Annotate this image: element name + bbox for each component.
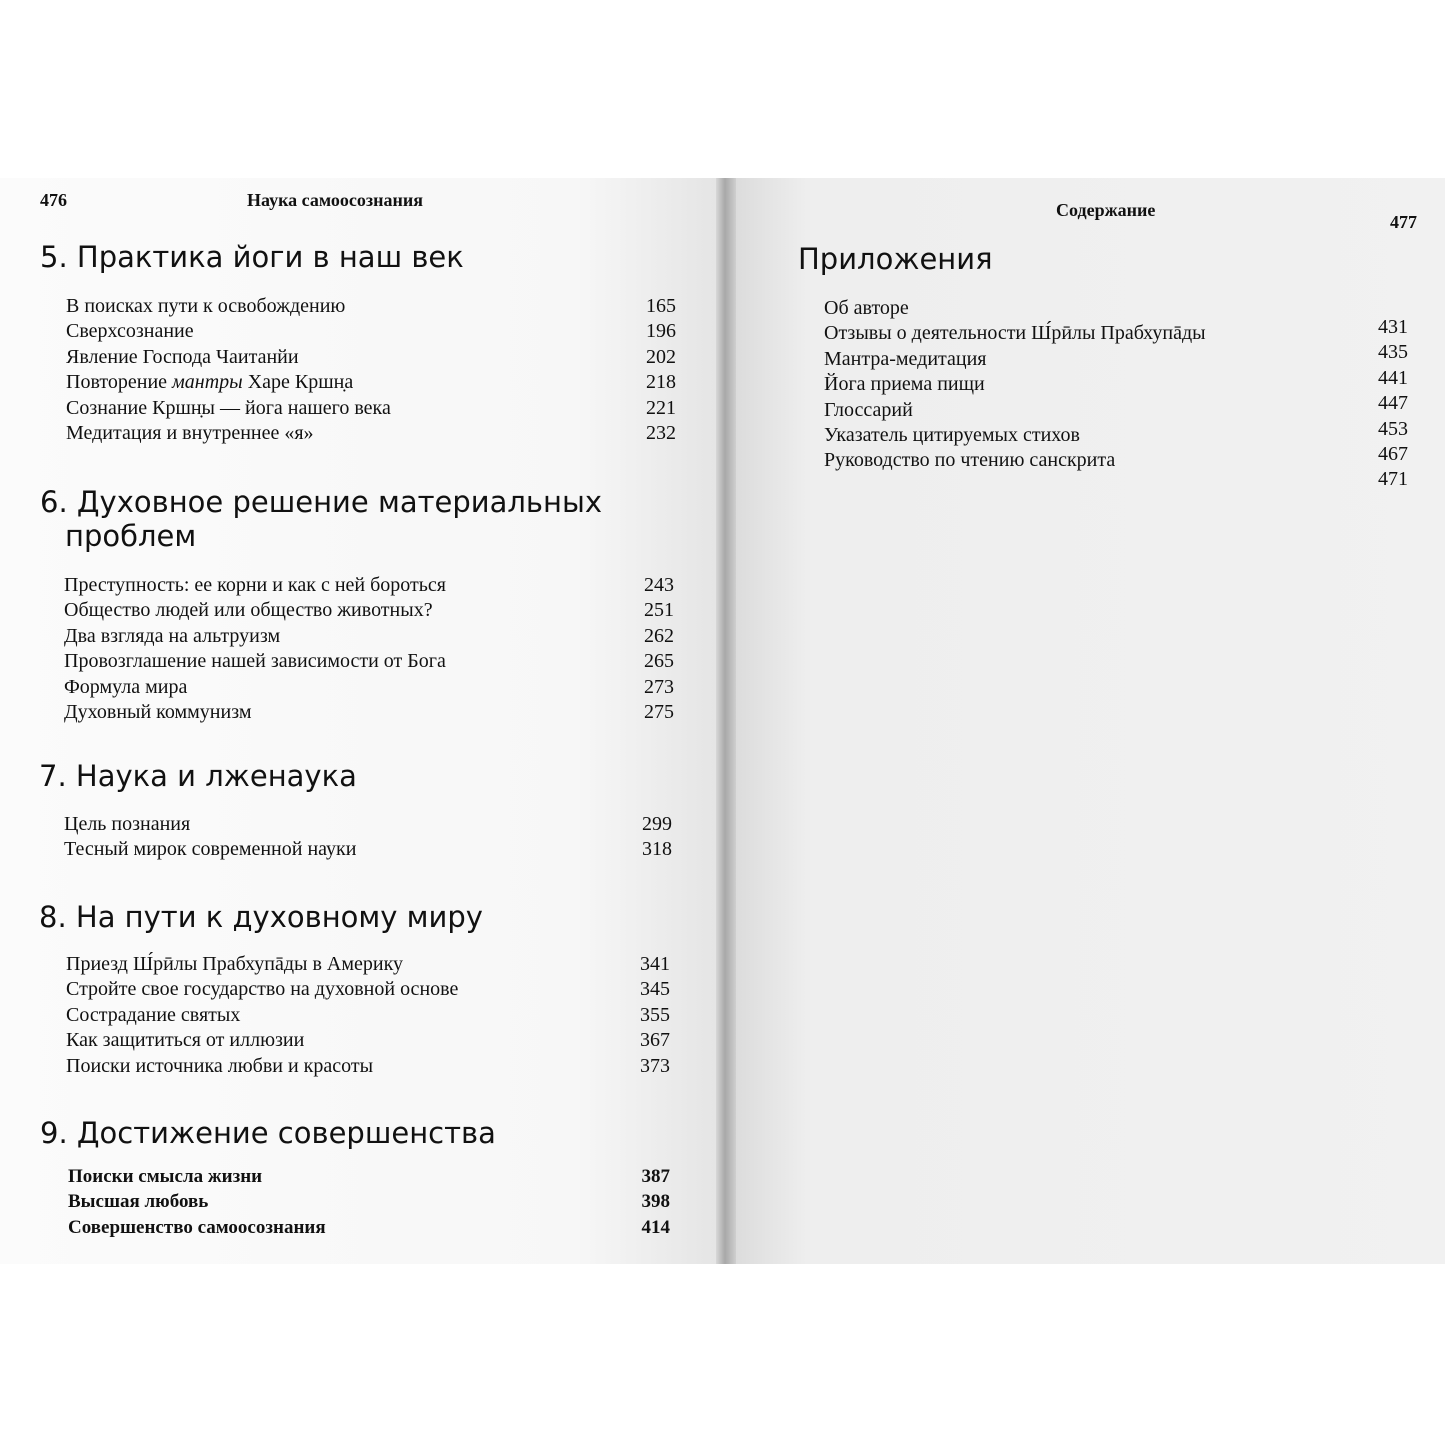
entry-title: Цель познания — [64, 813, 191, 835]
entry-page: 373 — [640, 1054, 670, 1077]
toc-entry[interactable] — [66, 396, 676, 421]
toc-entry[interactable] — [64, 573, 674, 598]
toc-entry[interactable] — [68, 1164, 670, 1189]
entry-title-part: Повторение — [66, 371, 173, 394]
toc-list — [66, 294, 676, 446]
toc-entry[interactable] — [64, 649, 674, 674]
entry-page: 435 — [1378, 341, 1408, 364]
entry-page: 275 — [644, 700, 674, 723]
toc-entry[interactable] — [66, 1054, 670, 1079]
toc-entry[interactable] — [824, 398, 1304, 423]
toc-entry[interactable] — [824, 372, 1304, 397]
toc-entry[interactable] — [68, 1189, 670, 1214]
toc-entry[interactable] — [824, 347, 1304, 372]
entry-page: 265 — [644, 650, 674, 673]
entry-page: 387 — [641, 1166, 670, 1187]
toc-entry[interactable] — [66, 294, 676, 319]
toc-entry[interactable] — [64, 624, 674, 649]
entry-title: Высшая любовь — [68, 1191, 209, 1213]
toc-entry[interactable] — [824, 448, 1304, 473]
toc-entry[interactable] — [66, 319, 676, 344]
entry-title: Поиски источника любви и красоты — [66, 1054, 374, 1077]
entry-page: 318 — [642, 838, 672, 861]
toc-entry[interactable] — [64, 812, 672, 837]
entry-page: 431 — [1378, 316, 1408, 338]
toc-page-cell — [1336, 315, 1408, 340]
entry-title: Отзывы о деятельности Ш́рӣлы Прабхупāды — [824, 322, 1206, 345]
entry-title: Стройте свое государство на духовной основе — [66, 978, 459, 1001]
entry-page: 218 — [646, 371, 676, 394]
toc-entry[interactable] — [66, 977, 670, 1002]
entry-title: Преступность: ее корни и как с ней бороться — [64, 574, 446, 596]
entry-title: Руководство по чтению санскрита — [824, 449, 1116, 472]
entry-page: 262 — [644, 624, 674, 647]
book-spread — [0, 178, 1445, 1264]
entry-title: Указатель цитируемых стихов — [824, 423, 1080, 446]
entry-title: Сострадание святых — [66, 1003, 241, 1026]
entry-title: Мантра-медитация — [824, 347, 987, 370]
entry-page: 355 — [640, 1003, 670, 1026]
toc-entry[interactable] — [824, 296, 1304, 321]
entry-page: 221 — [646, 396, 676, 419]
toc-page-cell — [1336, 442, 1408, 467]
entry-title: Поиски смысла жизни — [68, 1166, 263, 1187]
running-title: Содержание — [1056, 200, 1156, 220]
section-title: 6. Духовное решение материальных — [40, 485, 603, 519]
entry-page: 232 — [646, 421, 676, 444]
section-title-continued: проблем — [65, 519, 197, 553]
page-number: 476 — [40, 190, 67, 210]
entry-title: Медитация и внутреннее «я» — [66, 421, 314, 444]
entry-page: 299 — [642, 813, 672, 835]
toc-list — [66, 952, 670, 1079]
toc-page-cell — [1336, 391, 1408, 416]
toc-page-cell — [1336, 467, 1408, 492]
toc-titles-list — [824, 296, 1304, 474]
entry-page: 341 — [640, 953, 670, 975]
toc-entry[interactable] — [64, 598, 674, 623]
toc-entry[interactable] — [66, 345, 676, 370]
section-title: 5. Практика йоги в наш век — [40, 240, 464, 274]
toc-entry[interactable] — [66, 421, 676, 446]
toc-list — [64, 812, 672, 863]
section-title: Приложения — [798, 242, 993, 276]
entry-title: Духовный коммунизм — [64, 700, 252, 723]
toc-entry[interactable] — [64, 675, 674, 700]
toc-entry[interactable] — [66, 370, 676, 395]
entry-page: 251 — [644, 599, 674, 622]
entry-page: 243 — [644, 574, 674, 596]
entry-title: Глоссарий — [824, 398, 913, 421]
toc-page-cell — [1336, 340, 1408, 365]
entry-page: 367 — [640, 1029, 670, 1052]
entry-page: 398 — [641, 1191, 670, 1213]
entry-title-part: Харе Кршн̣а — [242, 371, 354, 394]
section-title: 7. Наука и лженаука — [39, 759, 357, 793]
toc-entry[interactable] — [66, 952, 670, 977]
entry-title: Об авторе — [824, 297, 909, 319]
entry-page: 165 — [646, 295, 676, 317]
running-title: Наука самоосознания — [247, 190, 423, 210]
toc-page-cell — [1336, 417, 1408, 442]
entry-title: Приезд Ш́рӣлы Прабхупāды в Америку — [66, 953, 404, 975]
entry-title: Йога приема пищи — [824, 373, 985, 396]
toc-list — [64, 573, 674, 725]
entry-title: Как защититься от иллюзии — [66, 1029, 305, 1052]
right-page — [736, 178, 1445, 1264]
entry-title-italic: мантры — [172, 371, 243, 394]
page-number: 477 — [1390, 212, 1417, 232]
toc-list — [68, 1164, 670, 1240]
toc-entry[interactable] — [824, 321, 1304, 346]
entry-title: Сверхсознание — [66, 320, 194, 343]
toc-pages-list — [1336, 315, 1408, 493]
toc-entry[interactable] — [66, 1003, 670, 1028]
left-page — [0, 178, 722, 1264]
entry-title: Сознание Кршн̣ы — йога нашего века — [66, 396, 391, 419]
entry-page: 345 — [640, 978, 670, 1001]
entry-title: Тесный мирок современной науки — [64, 838, 357, 861]
entry-page: 196 — [646, 320, 676, 343]
entry-page: 471 — [1378, 468, 1408, 491]
entry-title: Явление Господа Чаитанйи — [66, 345, 299, 368]
entry-title: В поисках пути к освобождению — [66, 295, 346, 317]
entry-title — [66, 370, 353, 395]
entry-page: 202 — [646, 345, 676, 368]
toc-entry[interactable] — [68, 1215, 670, 1240]
toc-entry[interactable] — [66, 1028, 670, 1053]
entry-title: Формула мира — [64, 675, 188, 698]
toc-entry[interactable] — [64, 700, 674, 725]
toc-entry[interactable] — [64, 837, 672, 862]
entry-page: 273 — [644, 675, 674, 698]
entry-page: 441 — [1378, 366, 1408, 389]
entry-title: Общество людей или общество животных? — [64, 599, 433, 622]
toc-page-cell — [1336, 366, 1408, 391]
book-gutter — [716, 178, 736, 1264]
entry-title: Два взгляда на альтруизм — [64, 624, 281, 647]
section-title: 9. Достижение совершенства — [40, 1116, 496, 1150]
entry-page: 447 — [1378, 392, 1408, 415]
entry-title: Совершенство самоосознания — [68, 1216, 326, 1238]
entry-title: Провозглашение нашей зависимости от Бога — [64, 650, 446, 673]
entry-page: 414 — [641, 1216, 670, 1238]
toc-entry[interactable] — [824, 423, 1304, 448]
entry-page: 467 — [1378, 442, 1408, 465]
entry-page: 453 — [1378, 417, 1408, 440]
section-title: 8. На пути к духовному миру — [39, 900, 483, 934]
